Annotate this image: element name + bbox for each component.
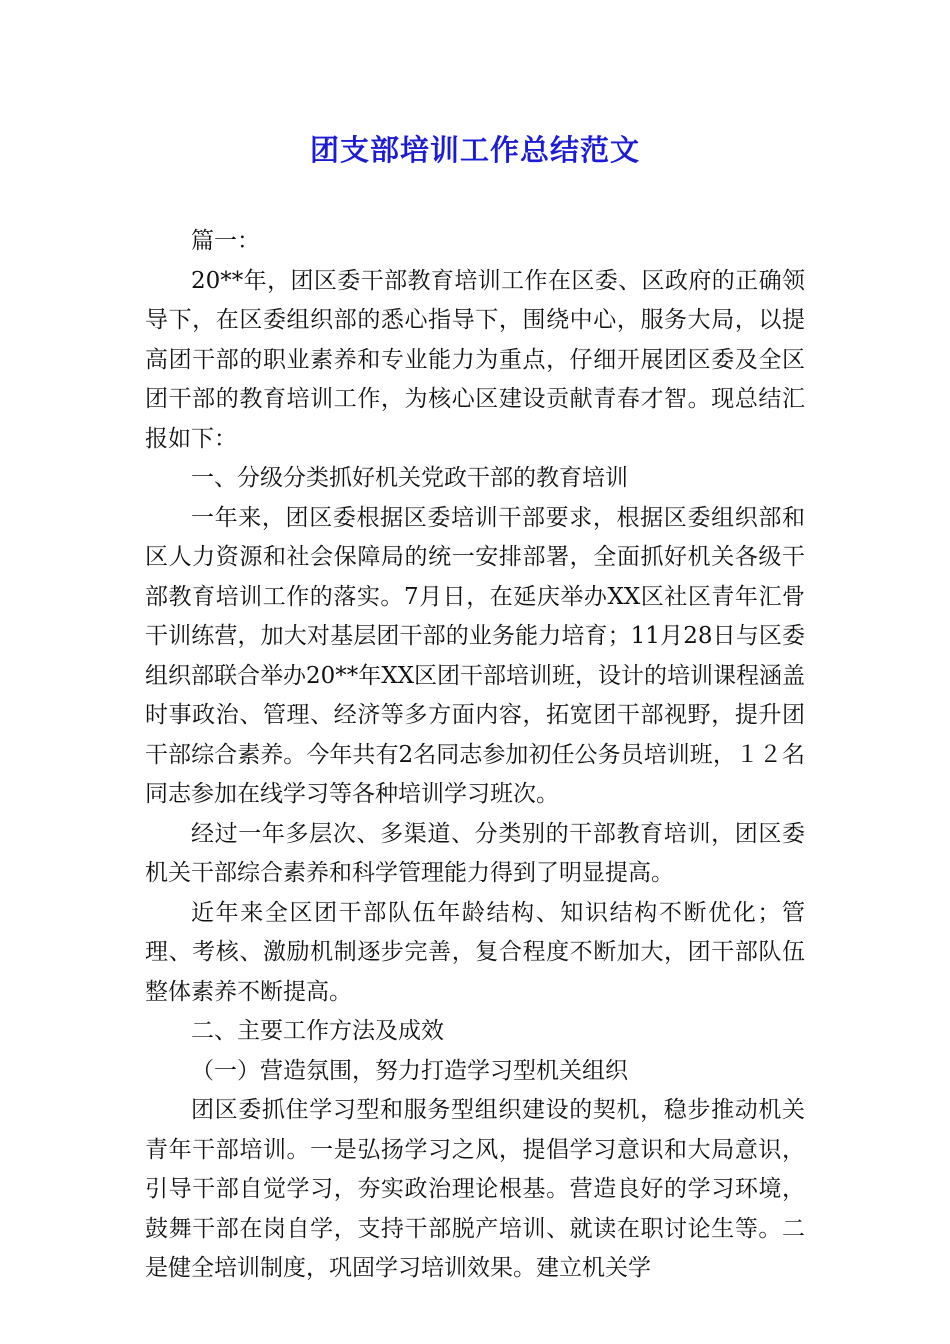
section-heading-one: 一、分级分类抓好机关党政干部的教育培训 <box>191 465 628 491</box>
paragraph-training-results: 经过一年多层次、多渠道、分类别的干部教育培训，团区委机关干部综合素养和科学管理能力得到了明显提高。 <box>145 820 805 886</box>
paragraph-learning-organization: 团区委抓住学习型和服务型组织建设的契机，稳步推动机关青年干部培训。一是弘扬学习之风，提倡学习意识和大局意识，引导干部自觉学习，夯实政治理论根基。营造良好的学习环境，鼓舞干部在岗自学，支持干部脱产培训、就读在职讨论生等。二是健全培训制度，巩固学习培训效果。建立机关学 <box>145 1097 805 1281</box>
paragraph-introduction: 20**年，团区委干部教育培训工作在区委、区政府的正确领导下，在区委组织部的悉心指导下，围绕中心，服务大局，以提高团干部的职业素养和专业能力为重点，仔细开展团区委及全区团干部的教育培训工作，为核心区建设贡献青春才智。现总结汇报如下： <box>145 267 805 452</box>
subsection-heading-one: （一）营造氛围，努力打造学习型机关组织 <box>191 1057 628 1084</box>
document-body <box>145 222 805 1289</box>
paragraph-part-one-heading: 篇一： <box>191 228 260 254</box>
section-heading-two: 二、主要工作方法及成效 <box>191 1018 444 1044</box>
document-title: 团支部培训工作总结范文 <box>309 133 640 167</box>
paragraph-training-overview: 一年来，团区委根据区委培训干部要求，根据区委组织部和区人力资源和社会保障局的统一安排部署，全面抓好机关各级干部教育培训工作的落实。7月日，在延庆举办XX区社区青年汇骨干训练营，加大对基层团干部的业务能力培育；11月28日与区委组织部联合举办20**年XX区团干部培训班，设计的培训课程涵盖时事政治、管理、经济等多方面内容，拓宽团干部视野，提升团干部综合素养。今年共有2名同志参加初任公务员培训班，１２名同志参加在线学习等各种培训学习班次。 <box>145 504 806 807</box>
paragraph-team-structure: 近年来全区团干部队伍年龄结构、知识结构不断优化；管理、考核、激励机制逐步完善，复合程度不断加大，团干部队伍整体素养不断提高。 <box>145 899 805 1005</box>
